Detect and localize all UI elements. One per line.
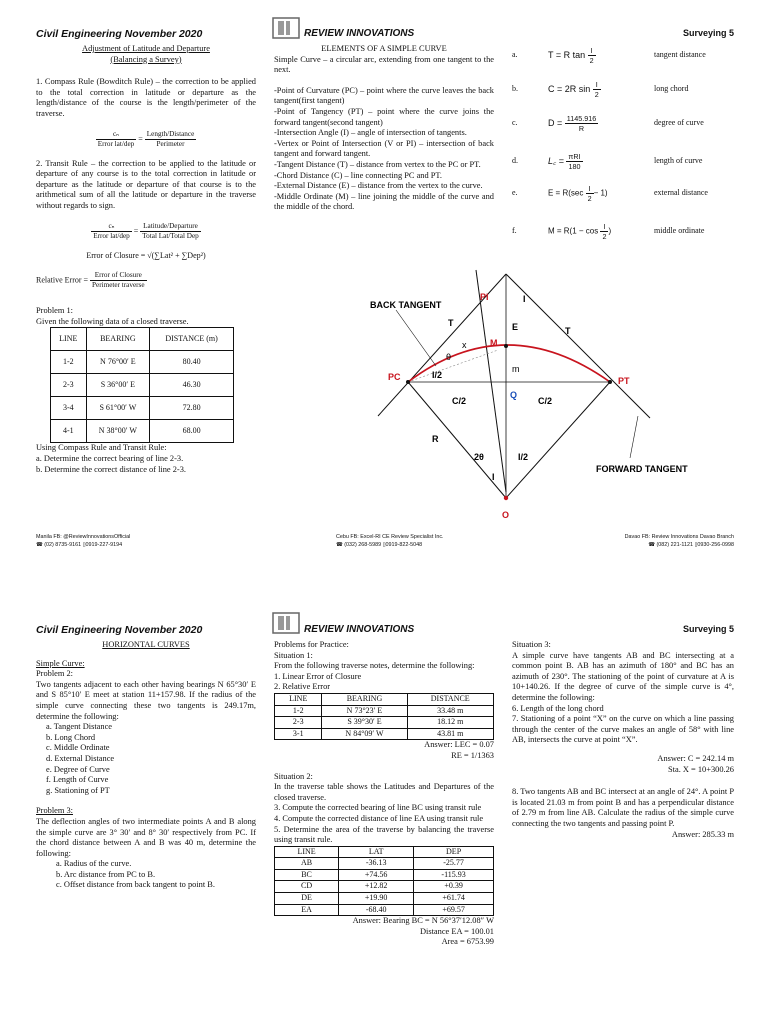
two-theta-label: 2θ xyxy=(474,452,484,462)
table-header: LINE xyxy=(275,846,339,858)
problem-2-title: Problem 2: xyxy=(36,669,73,679)
pc-label: PC xyxy=(388,372,401,382)
half-angle-bottom-label: I/2 xyxy=(518,452,529,462)
radius-label: R xyxy=(432,434,439,444)
column-2 xyxy=(274,44,494,213)
transit-rule-text: 2. Transit Rule – the correction to be applied to the latitude or departure of any course is to the total correction in latitude or departure as the latitude or departure of that course is to the arithmetical sum of all the latitude or departure in the traverse without regards to sign. xyxy=(36,158,256,210)
table-row: 3-4 S 61°00′ W 72.80 xyxy=(51,397,234,420)
situation-2-answer: Area = 6753.99 xyxy=(441,937,494,947)
definition-item: -Chord Distance (C) – line connecting PC and PT. xyxy=(274,170,443,180)
list-item: d. External Distance xyxy=(46,753,115,763)
situation-2-text: In the traverse table shows the Latitudes and Departures of the closed traverse. xyxy=(274,782,494,802)
list-item: a. Radius of the curve. xyxy=(56,859,132,869)
list-item: 5. Determine the area of the traverse by balancing the traverse using transit rule. xyxy=(274,824,494,845)
page-1: Civil Engineering November 2020 REVIEW INNOVATIONS Surveying 5 Adjustment of Latitude and Departure (Balancing a Survey) 1. Compass Rule (Bowditch Rule) – the correction to be applied to the total correction in latitude or departure as the length/distance of the course is the length/perimeter of the traverse. $\frac{\text{cₙ}}{\text{Error lat/dep}}$ = $\frac{\text{Length/Distance}}{\text{Perimeter}}$ 2. Transit Rule – the correction to be applied to the latitude or departure of any course is to the total correction in latitude or departure as the latitude or departure of that course is to the arithmetical sum of all the latitude or departure in the traverse without regards to sign. $\frac{\text{cₙ}}{\text{Error lat/dep}}$ = $\frac{\text{Latitude/Departure}}{\text{Total Lat/Total Dep}}$ Error of Closure = √(∑Lat² + ∑Dep²) Relative Error = $\frac{\text{Error of Closure}}{\text{Perimeter traverse}}$ Problem 1: Given the following data of a closed traverse. LINE BEARING DISTANCE (m) 1-2 N 76°00′ E 80.40 2-3 S 36°00′ E 46.30 3-4 S 61°00′ W 72.80 4-1 N 38°00′ W 68.00 Using Compass Rule and Transit Rule: a. Determine the correct bearing of line 2-3. b. Determine the correct distance of line 2-3. ELEMENTS OF A SIMPLE CURVE Simple Curve – a circular arc, extending from one tangent to the next. -Point of Curvature (PC) – point where the curve leaves the back tangent(first tangent) -Point of Tangency (PT) – point where the curve joins the forward tangent(second tangent) -Intersection Angle (I) – angle of intersection of tangents. -Vertex or Point of Intersection (V or PI) – intersection of back tangent and forward tangent. -Tangent Distance (T) – distance from vertex to the PC or PT. -Chord Distance (C) – line connecting PC and PT. -External Distance (E) – distance from the vertex to the curve. -Middle Ordinate (M) – line joining the middle of the curve and the middle of the chord. a. T = R tan $\frac{I}{2}$ tangent distance b. C = 2R sin $\frac{I}{2}$ long chord c. D = $\frac{1145.916}{R}$ degree of curve d. L꜀ = $\frac{\text{πRI}}{180}$ length of curve e. E = R(sec $\frac{I}{2}$ − 1) external distance f. M = R(1 − cos $\frac{I}{2}$ ) middle ordinate BACK TANGENT PI I T T E M x θ m PC PT I/2 Q C/2 C/2 R 2θ I/2 I O FORWARD TANGENT Manila FB: @ReviewInnovationsOfficial ☎ (02) 8735-9161 ▯0919-227-9194 Cebu FB: Excel-RI CE Review Specialist Inc. ☎ (032) 268-5989 ▯0919-822-5048 Davao FB: Review Innovations Davao Branch ☎ (082) 221-1121 ▯0930-256-0998 xyxy=(0,0,768,512)
problem-1-part-a: a. Determine the correct bearing of line 2-3. xyxy=(36,453,184,463)
simple-curve-heading: Simple Curve: xyxy=(36,658,85,668)
situation-1-answer: Answer: LEC = 0.07 xyxy=(424,740,494,750)
subject-label: Surveying 5 xyxy=(682,624,734,634)
list-item: 7. Stationing of a point “X” on the curve on which a line passing through the center of the curve makes an angle of 58° with line AB, intersects the curve at point “X”. xyxy=(512,714,734,745)
table-header: DISTANCE (m) xyxy=(150,328,234,351)
simple-curve-diagram xyxy=(360,268,688,528)
center-o-point xyxy=(504,496,508,500)
table-header: BEARING xyxy=(86,328,150,351)
definition-item: -Vertex or Point of Intersection (V or PI) – intersection of back tangent and forward tangent. xyxy=(274,138,494,159)
list-item: c. Middle Ordinate xyxy=(46,743,110,753)
midpoint-label: M xyxy=(490,338,498,348)
list-item: c. Offset distance from back tangent to point B. xyxy=(56,880,215,890)
definition-item: -Point of Curvature (PC) – point where the curve leaves the back tangent(first tangent) xyxy=(274,85,494,106)
pt-label: PT xyxy=(618,376,630,386)
back-tangent-pointer xyxy=(396,310,436,366)
list-item: e. Degree of Curve xyxy=(46,764,110,774)
sub-chord-line xyxy=(408,350,498,382)
definition-item: -Intersection Angle (I) – angle of intersection of tangents. xyxy=(274,128,467,138)
list-item: b. Long Chord xyxy=(46,732,96,742)
course-title: Civil Engineering November 2020 xyxy=(36,28,203,40)
situation-2-title: Situation 2: xyxy=(274,771,313,781)
cebu-contact: Cebu FB: Excel-RI CE Review Specialist Inc. ☎ (032) 268-5989 ▯0919-822-5048 xyxy=(336,534,444,548)
table-header: LAT xyxy=(339,846,414,858)
half-chord-left-label: C/2 xyxy=(452,396,467,406)
list-item: 3. Compute the corrected bearing of line BC using transit rule xyxy=(274,803,482,813)
manila-contact: Manila FB: @ReviewInnovationsOfficial ☎ (02) 8735-9161 ▯0919-227-9194 xyxy=(36,534,131,548)
table-row: 3-1 N 84°09′ W 43.81 m xyxy=(275,728,494,740)
definition-item: -Tangent Distance (T) – distance from vertex to the PC or PT. xyxy=(274,159,481,169)
situation-2-answer: Answer: Bearing BC = N 56°37′12.08″ W xyxy=(352,916,494,926)
situation-3-title: Situation 3: xyxy=(512,640,551,649)
definition-item: -Middle Ordinate (M) – line joining the middle of the curve and the middle of the chord. xyxy=(274,191,494,212)
list-item: b. Arc distance from PC to B. xyxy=(56,869,156,879)
problem-1-table xyxy=(50,327,234,443)
central-angle-label: I xyxy=(492,472,495,482)
table-header: LINE xyxy=(275,693,322,705)
table-header: DISTANCE xyxy=(407,693,494,705)
problem-3-text: The deflection angles of two intermediate points A and B along the simple curve are 3° 30′ and 8° 30′ respectively from PC. If the chord distance between A and B was 40 m, determine the following: xyxy=(36,816,256,858)
brand-name: REVIEW INNOVATIONS xyxy=(304,624,415,635)
compass-equation: $\frac{\text{cₙ}}{\text{Error lat/dep}}$ = $\frac{\text{Length/Distance}}{\text{Perimeter}}$ xyxy=(97,129,195,148)
ri-logo-icon xyxy=(272,17,302,39)
brand-name: REVIEW INNOVATIONS xyxy=(304,28,415,39)
problem-2-text: Two tangents adjacent to each other having bearings N 65°30′ E and S 85°10′ E meet at station 11+157.98. If the radius of the simple curve connecting these two tangents is 249.17m, determine the following: xyxy=(36,679,256,721)
ri-logo-icon xyxy=(272,612,302,634)
transit-equation: $\frac{\text{cₙ}}{\text{Error lat/dep}}$ = $\frac{\text{Latitude/Departure}}{\text{Total Lat/Total Dep}}$ xyxy=(93,221,199,240)
table-row: CD +12.82 +0.39 xyxy=(275,881,494,893)
tangent-right-label: T xyxy=(565,326,571,336)
situation-3-answer: Sta. X = 10+300.26 xyxy=(668,764,734,774)
middle-ordinate-label: m xyxy=(512,364,520,374)
half-angle-left-label: I/2 xyxy=(432,370,443,380)
table-row: DE +19.90 +61.74 xyxy=(275,893,494,905)
radius-right xyxy=(506,382,610,498)
compass-rule-text: 1. Compass Rule (Bowditch Rule) – the correction to be applied to the total correction in latitude or departure as the length/distance of the course is the length/perimeter of the traverse. xyxy=(36,77,256,118)
theta-label: θ xyxy=(446,352,452,362)
situation-3-text: A simple curve have tangents AB and BC intersecting at a common point B. AB has an azimuth of 180° and BC has an azimuth of 230°. The stationing of the point of curvature at A is 10+140.26. If the degree of curve of the simple curve is 4°, determine the following: xyxy=(512,650,734,702)
situation-1-text: From the following traverse notes, determine the following: xyxy=(274,661,475,671)
table-header: LINE xyxy=(51,328,87,351)
table-row: BC +74.56 -115.93 xyxy=(275,869,494,881)
problem-1-text: Given the following data of a closed traverse. xyxy=(36,316,189,326)
intersection-angle-label: I xyxy=(523,294,526,304)
tangent-left-label: T xyxy=(448,318,454,328)
column-1 xyxy=(36,44,256,475)
relative-error-equation: Relative Error = $\frac{\text{Error of Closure}}{\text{Perimeter traverse}}$ xyxy=(36,271,145,290)
definition-item: -External Distance (E) – distance from the vertex to the curve. xyxy=(274,181,483,191)
pt-point xyxy=(608,380,612,384)
problem-8-text: 8. Two tangents AB and BC intersect at an angle of 24°. A point P is located 21.03 m from point B and has a perpendicular distance of 2.79 m from line AB. Calculate the radius of the simple curve connecting the two tangents and passing point P. xyxy=(512,787,734,828)
external-distance-label: E xyxy=(512,322,519,332)
situation-1-table xyxy=(274,693,494,740)
m-point xyxy=(504,344,508,348)
list-item: g. Stationing of PT xyxy=(46,785,110,795)
pi-label: PI xyxy=(480,292,489,302)
back-tangent-label: BACK TANGENT xyxy=(370,300,442,310)
davao-contact: Davao FB: Review Innovations Davao Branch ☎ (082) 221-1121 ▯0930-256-0998 xyxy=(624,534,734,548)
problem-1-title: Problem 1: xyxy=(36,306,73,316)
section-subtitle: (Balancing a Survey) xyxy=(110,54,182,64)
table-row: 1-2 N 73°23′ E 33.48 m xyxy=(275,705,494,717)
table-row: 2-3 S 39°30′ E 18.12 m xyxy=(275,717,494,729)
list-item: f. Length of Curve xyxy=(46,775,109,785)
page-2 xyxy=(0,512,768,1024)
table-header: DEP xyxy=(414,846,494,858)
table-row: 1-2 N 76°00′ E 80.40 xyxy=(51,351,234,374)
situation-1-title: Situation 1: xyxy=(274,650,313,660)
center-o-label: O xyxy=(502,510,510,520)
problem-1-instruction: Using Compass Rule and Transit Rule: xyxy=(36,443,167,453)
q-label: Q xyxy=(510,390,518,400)
list-item: 2. Relative Error xyxy=(274,682,331,692)
pc-point xyxy=(406,380,410,384)
list-item: a. Tangent Distance xyxy=(46,722,113,732)
practice-title: Problems for Practice: xyxy=(274,640,349,649)
table-header: BEARING xyxy=(322,693,407,705)
forward-tangent-label: FORWARD TANGENT xyxy=(596,464,688,474)
problem-3-title: Problem 3: xyxy=(36,806,73,816)
section-title: HORIZONTAL CURVES xyxy=(102,640,190,649)
problem-2-list xyxy=(36,722,256,796)
section-title: ELEMENTS OF A SIMPLE CURVE xyxy=(321,44,447,53)
situation-3-answer: Answer: C = 242.14 m xyxy=(657,753,734,763)
page2-column-3 xyxy=(512,640,734,840)
page2-column-2 xyxy=(274,640,494,948)
course-title: Civil Engineering November 2020 xyxy=(36,624,203,636)
table-row: 2-3 S 36°00′ E 46.30 xyxy=(51,374,234,397)
offset-x-label: x xyxy=(462,340,467,350)
subject-label: Surveying 5 xyxy=(682,28,734,38)
section-title: Adjustment of Latitude and Departure xyxy=(82,44,210,53)
problem-8-answer: Answer: 285.33 m xyxy=(671,829,734,839)
simple-curve-definition: Simple Curve – a circular arc, extending from one tangent to the next. xyxy=(274,54,494,75)
forward-tangent-pointer xyxy=(630,416,638,458)
table-row: 4-1 N 38°00′ W 68.00 xyxy=(51,420,234,443)
list-item: 6. Length of the long chord xyxy=(512,703,604,713)
situation-2-table xyxy=(274,846,494,917)
table-row: EA -68.40 +69.57 xyxy=(275,904,494,916)
definition-item: -Point of Tangency (PT) – point where the curve joins the forward tangent(second tangent) xyxy=(274,106,494,127)
half-chord-right-label: C/2 xyxy=(538,396,553,406)
page2-column-1 xyxy=(36,640,256,891)
situation-2-answer: Distance EA = 100.01 xyxy=(419,926,494,936)
error-of-closure-equation: Error of Closure = √(∑Lat² + ∑Dep²) xyxy=(86,250,206,260)
list-item: 4. Compute the corrected distance of line EA using transit rule xyxy=(274,813,484,823)
situation-1-answer: RE = 1/1363 xyxy=(451,750,494,760)
problem-1-part-b: b. Determine the correct distance of line 2-3. xyxy=(36,464,186,474)
table-row: AB -36.13 -25.77 xyxy=(275,858,494,870)
list-item: 1. Linear Error of Closure xyxy=(274,671,362,681)
problem-3-list xyxy=(36,859,256,891)
